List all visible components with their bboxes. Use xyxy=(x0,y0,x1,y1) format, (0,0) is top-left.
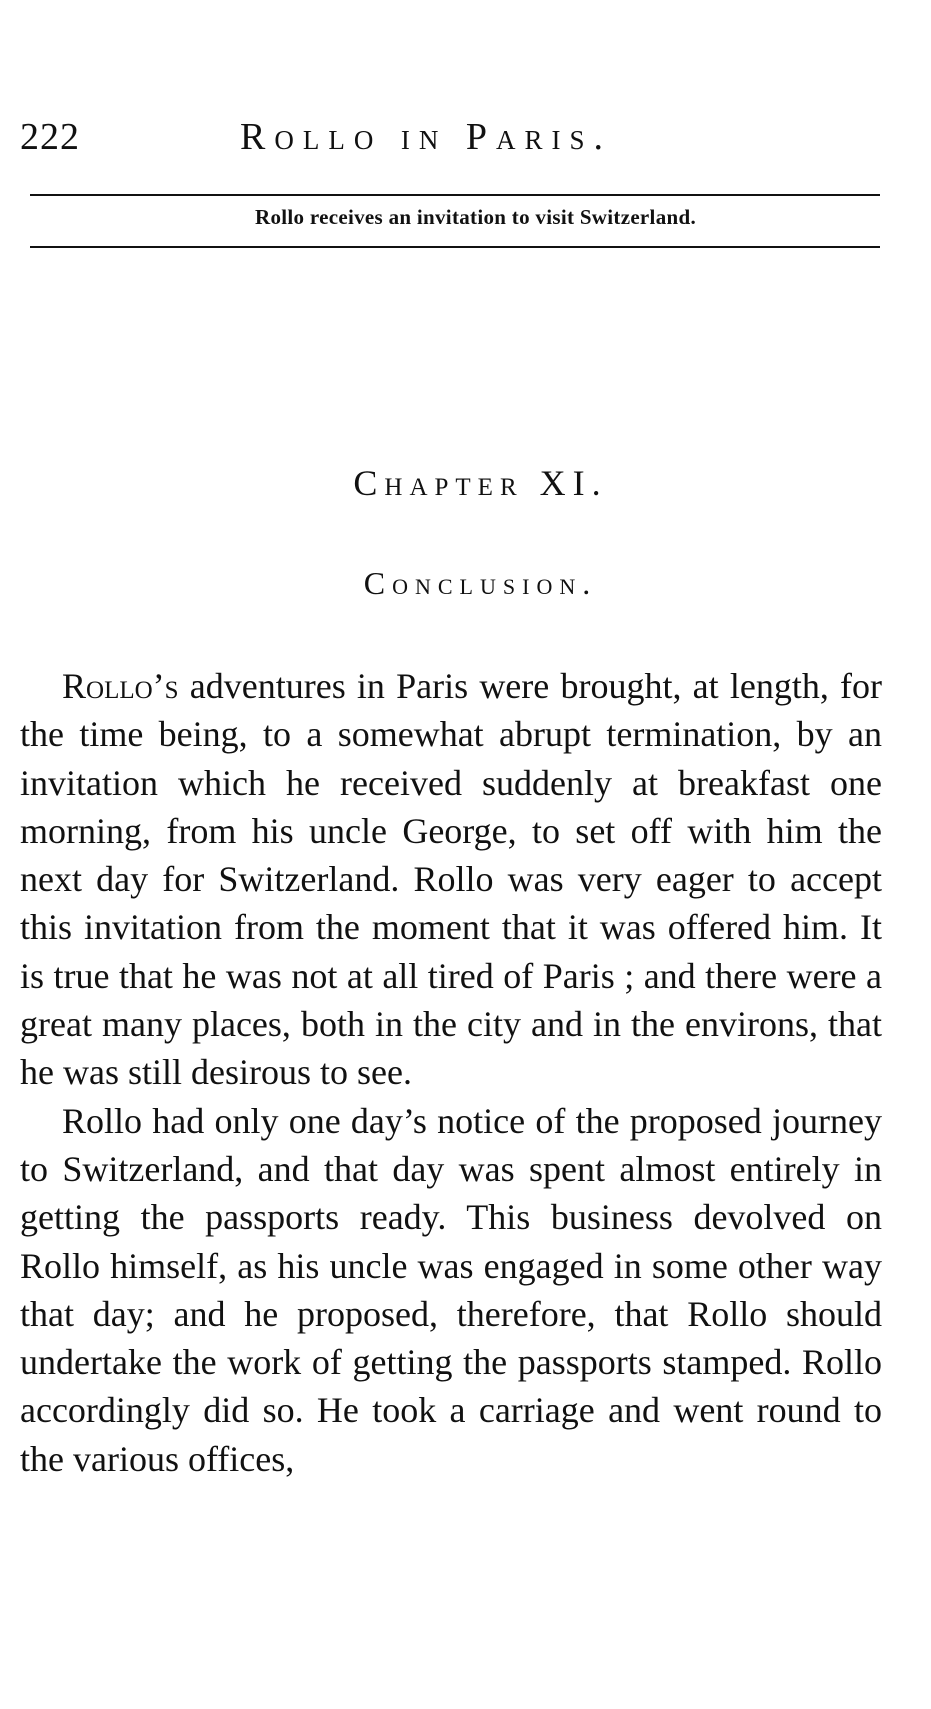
running-head xyxy=(20,118,880,168)
paragraph-2: Rollo had only one day’s notice of the proposed journey to Switzerland, and that day was spent almost entirely in getting the passports ready. This business devolved on Rollo himself, as his uncle was engaged in some other way that day; and he proposed, therefore, that Rollo should undertake the work of getting the passports stamped. Rollo accordingly did so. He took a carriage and went round to the various offices, xyxy=(20,1100,882,1479)
paragraph-lead-word: Rollo’s xyxy=(62,666,179,706)
paragraph-1 xyxy=(20,662,882,1097)
header-rule-top xyxy=(30,194,880,196)
chapter-subtitle: Conclusion. xyxy=(363,565,598,601)
paragraph-text: adventures in Paris were brought, at length, for the time being, to a somewhat abrupt termination, by an invitation which he received suddenly at breakfast one morning, from his uncle George, to set off with him the next day for Switzerland. Rollo was very eager to accept this invitation from the moment that it was offered him. It is true that he was not at all tired of Paris ; and there were a great many places, both in the city and in the environs, that he was still desirous to see. xyxy=(20,666,882,1093)
page-number: 222 xyxy=(20,116,80,158)
header-rule-bottom xyxy=(30,246,880,248)
chapter-heading: Chapter XI. xyxy=(353,463,608,503)
book-title: Rollo in Paris. xyxy=(240,116,612,158)
page-subheading: Rollo receives an invitation to visit Switzerland. xyxy=(255,205,696,229)
body-text xyxy=(20,662,882,1483)
